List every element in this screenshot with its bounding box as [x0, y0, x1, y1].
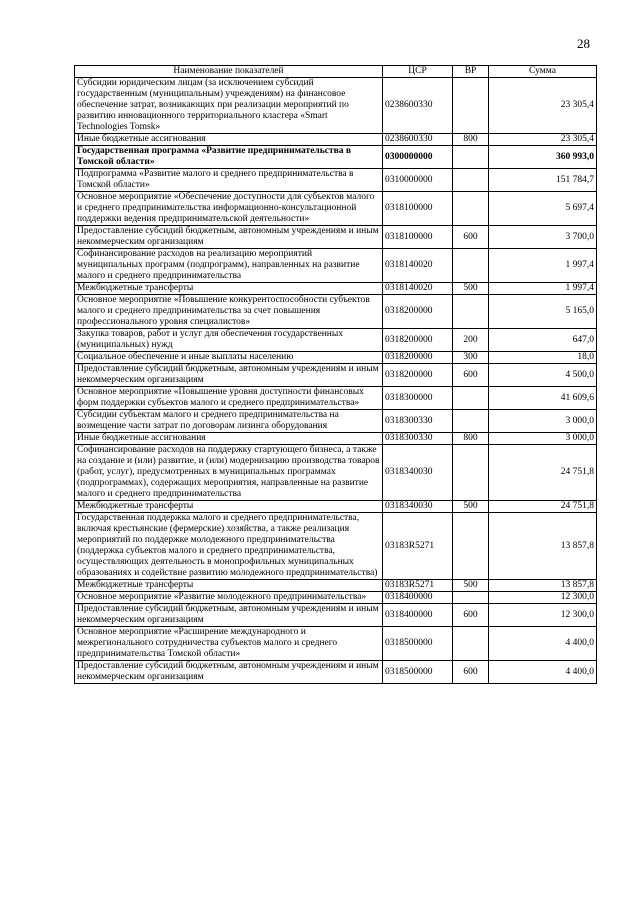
cell-sum: 4 500,0 [489, 364, 597, 387]
cell-sum: 3 700,0 [489, 226, 597, 249]
header-sum: Сумма [489, 66, 597, 78]
cell-csr: 0318500000 [383, 661, 453, 684]
cell-sum: 1 997,4 [489, 283, 597, 295]
cell-sum: 3 000,0 [489, 410, 597, 433]
cell-csr: 0318400000 [383, 592, 453, 604]
cell-csr: 03183R5271 [383, 580, 453, 592]
table-body [75, 78, 597, 684]
cell-sum: 4 400,0 [489, 661, 597, 684]
cell-vr: 500 [453, 501, 489, 513]
cell-name: Предоставление субсидий бюджетным, автономным учреждениям и иным некоммерческим организациям [75, 226, 383, 249]
table-row [75, 364, 597, 387]
cell-csr: 0318500000 [383, 627, 453, 661]
cell-vr: 500 [453, 283, 489, 295]
cell-sum: 18,0 [489, 352, 597, 364]
cell-sum: 1 997,4 [489, 249, 597, 283]
cell-sum: 12 300,0 [489, 592, 597, 604]
cell-name: Иные бюджетные ассигнования [75, 134, 383, 146]
cell-name: Подпрограмма «Развитие малого и среднего предпринимательства в Томской области» [75, 169, 383, 192]
cell-name: Софинансирование расходов на поддержку стартующего бизнеса, а также на создание и (или) развитие, и (или) модернизацию производства товаров (работ, услуг), предусмотренных в муниципальных программах (подпрограммах), содержащих мероприятия, направленные на развитие малого и среднего предпринимательства [75, 445, 383, 501]
cell-name: Субсидии субъектам малого и среднего предпринимательства на возмещение части затрат по договорам лизинга оборудования [75, 410, 383, 433]
cell-name: Межбюджетные трансферты [75, 580, 383, 592]
table-row [75, 295, 597, 329]
cell-name: Субсидии юридическим лицам (за исключением субсидий государственным (муниципальным) учреждениям) на финансовое обеспечение затрат, возникающих при реализации мероприятий по развитию инновационного территориального кластера «Smart Technologies Tomsk» [75, 78, 383, 134]
table-row [75, 661, 597, 684]
table-row [75, 329, 597, 352]
cell-csr: 0318140020 [383, 283, 453, 295]
cell-csr: 0318340030 [383, 501, 453, 513]
table-row [75, 192, 597, 226]
cell-name: Основное мероприятие «Расширение международного и межрегионального сотрудничества субъектов малого и среднего предпринимательства Томской области» [75, 627, 383, 661]
cell-vr [453, 295, 489, 329]
cell-vr [453, 169, 489, 192]
header-csr: ЦСР [383, 66, 453, 78]
cell-vr [453, 513, 489, 580]
cell-csr: 0318140020 [383, 249, 453, 283]
table-header-row [75, 66, 597, 78]
cell-vr: 600 [453, 661, 489, 684]
cell-vr [453, 192, 489, 226]
cell-name: Государственная поддержка малого и среднего предпринимательства, включая крестьянские (фермерские) хозяйства, а также реализация мероприятий по поддержке молодежного предпринимательства (поддержка субъектов малого и среднего предпринимательства, осуществляющих деятельность в монопрофильных муниципальных образованиях и содействие развитию молодежного предпринимательства) [75, 513, 383, 580]
cell-vr: 300 [453, 352, 489, 364]
cell-sum: 23 305,4 [489, 134, 597, 146]
cell-csr: 0238600330 [383, 134, 453, 146]
budget-table [74, 65, 597, 684]
table-row [75, 433, 597, 445]
cell-name: Государственная программа «Развитие предпринимательства в Томской области» [75, 146, 383, 169]
table-row [75, 410, 597, 433]
cell-sum: 5 697,4 [489, 192, 597, 226]
cell-csr: 0318300330 [383, 433, 453, 445]
cell-name: Основное мероприятие «Повышение конкурентоспособности субъектов малого и среднего предпринимательства за счет повышения профессионального уровня специалистов» [75, 295, 383, 329]
cell-csr: 0318300330 [383, 410, 453, 433]
cell-sum: 24 751,8 [489, 501, 597, 513]
cell-csr: 0318200000 [383, 295, 453, 329]
cell-csr: 0318100000 [383, 226, 453, 249]
cell-vr: 800 [453, 433, 489, 445]
cell-vr: 600 [453, 226, 489, 249]
cell-vr: 800 [453, 134, 489, 146]
table-row [75, 580, 597, 592]
cell-name: Основное мероприятие «Развитие молодежного предпринимательства» [75, 592, 383, 604]
header-name: Наименование показателей [75, 66, 383, 78]
cell-sum: 647,0 [489, 329, 597, 352]
cell-csr: 0318300000 [383, 387, 453, 410]
cell-name: Предоставление субсидий бюджетным, автономным учреждениям и иным некоммерческим организациям [75, 604, 383, 627]
cell-csr: 0318200000 [383, 352, 453, 364]
cell-csr: 0318200000 [383, 329, 453, 352]
cell-csr: 0238600330 [383, 78, 453, 134]
cell-sum: 24 751,8 [489, 445, 597, 501]
cell-name: Закупка товаров, работ и услуг для обеспечения государственных (муниципальных) нужд [75, 329, 383, 352]
cell-vr [453, 627, 489, 661]
cell-csr: 0318340030 [383, 445, 453, 501]
cell-vr [453, 146, 489, 169]
cell-sum: 13 857,8 [489, 580, 597, 592]
cell-sum: 4 400,0 [489, 627, 597, 661]
cell-csr: 0300000000 [383, 146, 453, 169]
cell-sum: 23 305,4 [489, 78, 597, 134]
table-row [75, 249, 597, 283]
cell-name: Межбюджетные трансферты [75, 283, 383, 295]
cell-name: Основное мероприятие «Повышение уровня доступности финансовых форм поддержки субъектов малого и среднего предпринимательства» [75, 387, 383, 410]
table-row [75, 146, 597, 169]
cell-sum: 13 857,8 [489, 513, 597, 580]
cell-vr: 200 [453, 329, 489, 352]
cell-sum: 360 993,0 [489, 146, 597, 169]
cell-sum: 5 165,0 [489, 295, 597, 329]
page-number: 28 [577, 36, 590, 51]
cell-vr [453, 387, 489, 410]
cell-vr: 600 [453, 604, 489, 627]
table-row [75, 627, 597, 661]
table-row [75, 352, 597, 364]
cell-csr: 0318400000 [383, 604, 453, 627]
header-vr: ВР [453, 66, 489, 78]
cell-sum: 151 784,7 [489, 169, 597, 192]
table-row [75, 592, 597, 604]
table-row [75, 78, 597, 134]
cell-vr [453, 592, 489, 604]
table-row [75, 501, 597, 513]
table-row [75, 513, 597, 580]
cell-sum: 41 609,6 [489, 387, 597, 410]
table-row [75, 283, 597, 295]
cell-sum: 3 000,0 [489, 433, 597, 445]
cell-csr: 03183R5271 [383, 513, 453, 580]
cell-sum: 12 300,0 [489, 604, 597, 627]
cell-name: Иные бюджетные ассигнования [75, 433, 383, 445]
table-row [75, 134, 597, 146]
cell-csr: 0318200000 [383, 364, 453, 387]
table-row [75, 169, 597, 192]
cell-name: Межбюджетные трансферты [75, 501, 383, 513]
cell-vr: 600 [453, 364, 489, 387]
cell-vr [453, 249, 489, 283]
cell-csr: 0310000000 [383, 169, 453, 192]
table-row [75, 387, 597, 410]
table-row [75, 445, 597, 501]
cell-vr [453, 410, 489, 433]
table-row [75, 604, 597, 627]
cell-name: Предоставление субсидий бюджетным, автономным учреждениям и иным некоммерческим организациям [75, 661, 383, 684]
cell-vr [453, 78, 489, 134]
cell-csr: 0318100000 [383, 192, 453, 226]
cell-name: Предоставление субсидий бюджетным, автономным учреждениям и иным некоммерческим организациям [75, 364, 383, 387]
cell-name: Основное мероприятие «Обеспечение доступности для субъектов малого и среднего предпринимательства информационно-консультационной поддержки ведения предпринимательской деятельности» [75, 192, 383, 226]
cell-name: Социальное обеспечение и иные выплаты населению [75, 352, 383, 364]
cell-vr [453, 445, 489, 501]
cell-vr: 500 [453, 580, 489, 592]
table-row [75, 226, 597, 249]
cell-name: Софинансирование расходов на реализацию мероприятий муниципальных программ (подпрограмм), направленных на развитие малого и среднего предпринимательства [75, 249, 383, 283]
